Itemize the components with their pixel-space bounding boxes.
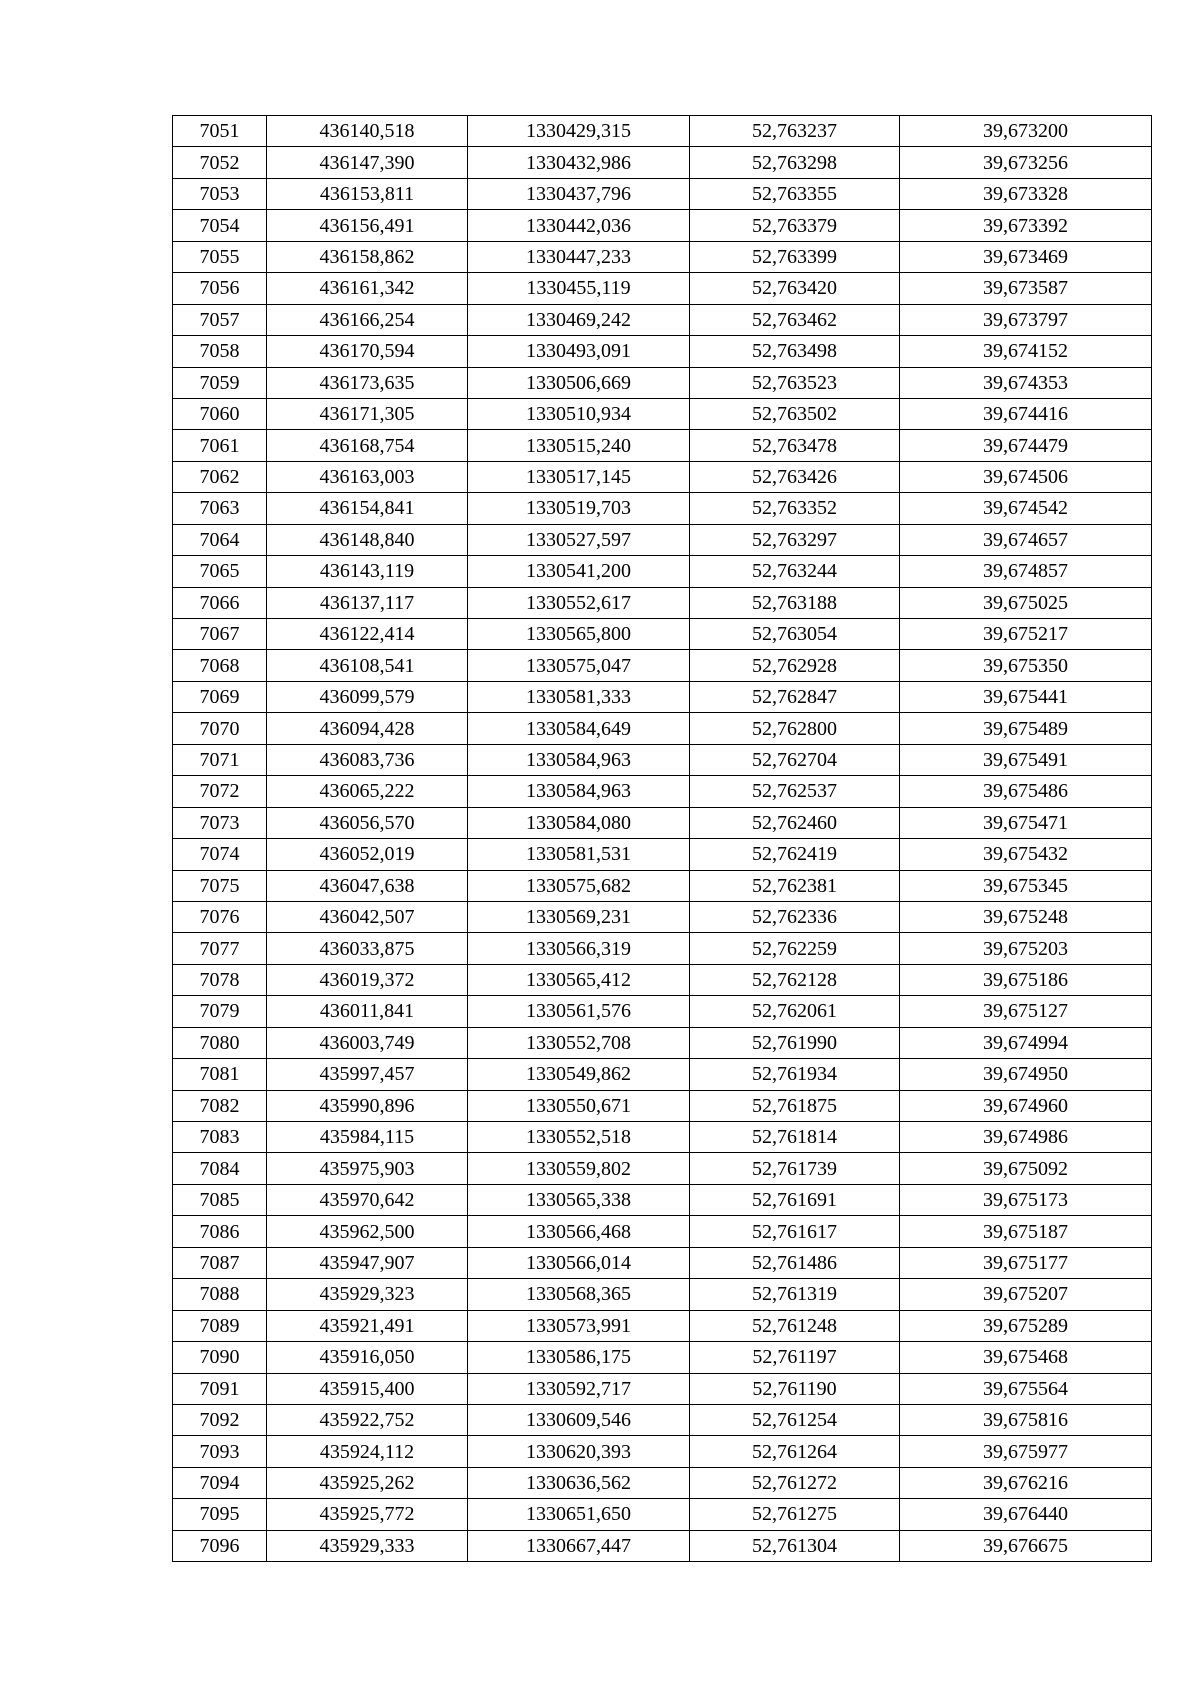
longitude-cell: 39,675432 — [900, 839, 1152, 870]
x-coordinate-cell: 436108,541 — [267, 650, 468, 681]
table-row — [173, 336, 1152, 367]
longitude-cell: 39,675203 — [900, 933, 1152, 964]
x-coordinate-cell: 436083,736 — [267, 744, 468, 775]
latitude-cell: 52,763399 — [690, 241, 900, 272]
y-coordinate-cell: 1330581,531 — [468, 839, 690, 870]
latitude-cell: 52,761272 — [690, 1467, 900, 1498]
longitude-cell: 39,676675 — [900, 1530, 1152, 1561]
x-coordinate-cell: 436042,507 — [267, 901, 468, 932]
longitude-cell: 39,675468 — [900, 1342, 1152, 1373]
table-row — [173, 1184, 1152, 1215]
table-row — [173, 1122, 1152, 1153]
y-coordinate-cell: 1330584,963 — [468, 776, 690, 807]
x-coordinate-cell: 436156,491 — [267, 210, 468, 241]
y-coordinate-cell: 1330584,963 — [468, 744, 690, 775]
longitude-cell: 39,675127 — [900, 996, 1152, 1027]
latitude-cell: 52,761990 — [690, 1027, 900, 1058]
x-coordinate-cell: 436065,222 — [267, 776, 468, 807]
y-coordinate-cell: 1330559,802 — [468, 1153, 690, 1184]
latitude-cell: 52,762128 — [690, 964, 900, 995]
point-number-cell: 7093 — [173, 1436, 267, 1467]
table-row — [173, 744, 1152, 775]
y-coordinate-cell: 1330568,365 — [468, 1279, 690, 1310]
y-coordinate-cell: 1330636,562 — [468, 1467, 690, 1498]
x-coordinate-cell: 435915,400 — [267, 1373, 468, 1404]
latitude-cell: 52,761254 — [690, 1404, 900, 1435]
y-coordinate-cell: 1330469,242 — [468, 304, 690, 335]
longitude-cell: 39,673587 — [900, 273, 1152, 304]
point-number-cell: 7052 — [173, 147, 267, 178]
table-row — [173, 304, 1152, 335]
y-coordinate-cell: 1330432,986 — [468, 147, 690, 178]
point-number-cell: 7071 — [173, 744, 267, 775]
longitude-cell: 39,674353 — [900, 367, 1152, 398]
longitude-cell: 39,675092 — [900, 1153, 1152, 1184]
longitude-cell: 39,675207 — [900, 1279, 1152, 1310]
longitude-cell: 39,674994 — [900, 1027, 1152, 1058]
longitude-cell: 39,674152 — [900, 336, 1152, 367]
table-row — [173, 1279, 1152, 1310]
table-row — [173, 650, 1152, 681]
x-coordinate-cell: 436170,594 — [267, 336, 468, 367]
latitude-cell: 52,761197 — [690, 1342, 900, 1373]
latitude-cell: 52,763298 — [690, 147, 900, 178]
latitude-cell: 52,761264 — [690, 1436, 900, 1467]
x-coordinate-cell: 436047,638 — [267, 870, 468, 901]
latitude-cell: 52,762847 — [690, 681, 900, 712]
x-coordinate-cell: 435921,491 — [267, 1310, 468, 1341]
table-row — [173, 178, 1152, 209]
longitude-cell: 39,673392 — [900, 210, 1152, 241]
point-number-cell: 7051 — [173, 116, 267, 147]
latitude-cell: 52,761739 — [690, 1153, 900, 1184]
point-number-cell: 7056 — [173, 273, 267, 304]
point-number-cell: 7089 — [173, 1310, 267, 1341]
x-coordinate-cell: 435997,457 — [267, 1059, 468, 1090]
y-coordinate-cell: 1330586,175 — [468, 1342, 690, 1373]
point-number-cell: 7064 — [173, 524, 267, 555]
point-number-cell: 7077 — [173, 933, 267, 964]
y-coordinate-cell: 1330549,862 — [468, 1059, 690, 1090]
latitude-cell: 52,762537 — [690, 776, 900, 807]
x-coordinate-cell: 436158,862 — [267, 241, 468, 272]
y-coordinate-cell: 1330651,650 — [468, 1499, 690, 1530]
y-coordinate-cell: 1330429,315 — [468, 116, 690, 147]
latitude-cell: 52,763498 — [690, 336, 900, 367]
table-row — [173, 1467, 1152, 1498]
y-coordinate-cell: 1330519,703 — [468, 493, 690, 524]
x-coordinate-cell: 435947,907 — [267, 1247, 468, 1278]
coordinates-table-body — [173, 116, 1152, 1562]
table-row — [173, 116, 1152, 147]
table-row — [173, 1436, 1152, 1467]
latitude-cell: 52,762928 — [690, 650, 900, 681]
x-coordinate-cell: 436003,749 — [267, 1027, 468, 1058]
point-number-cell: 7079 — [173, 996, 267, 1027]
latitude-cell: 52,762336 — [690, 901, 900, 932]
latitude-cell: 52,761691 — [690, 1184, 900, 1215]
latitude-cell: 52,763523 — [690, 367, 900, 398]
table-row — [173, 1090, 1152, 1121]
point-number-cell: 7085 — [173, 1184, 267, 1215]
table-row — [173, 1153, 1152, 1184]
point-number-cell: 7067 — [173, 619, 267, 650]
y-coordinate-cell: 1330609,546 — [468, 1404, 690, 1435]
longitude-cell: 39,673328 — [900, 178, 1152, 209]
point-number-cell: 7059 — [173, 367, 267, 398]
y-coordinate-cell: 1330552,708 — [468, 1027, 690, 1058]
y-coordinate-cell: 1330517,145 — [468, 461, 690, 492]
point-number-cell: 7065 — [173, 556, 267, 587]
latitude-cell: 52,761875 — [690, 1090, 900, 1121]
y-coordinate-cell: 1330552,518 — [468, 1122, 690, 1153]
latitude-cell: 52,762061 — [690, 996, 900, 1027]
x-coordinate-cell: 436011,841 — [267, 996, 468, 1027]
point-number-cell: 7063 — [173, 493, 267, 524]
table-row — [173, 619, 1152, 650]
y-coordinate-cell: 1330447,233 — [468, 241, 690, 272]
x-coordinate-cell: 435929,333 — [267, 1530, 468, 1561]
x-coordinate-cell: 436154,841 — [267, 493, 468, 524]
table-row — [173, 147, 1152, 178]
point-number-cell: 7096 — [173, 1530, 267, 1561]
longitude-cell: 39,674479 — [900, 430, 1152, 461]
x-coordinate-cell: 436019,372 — [267, 964, 468, 995]
longitude-cell: 39,675491 — [900, 744, 1152, 775]
longitude-cell: 39,674542 — [900, 493, 1152, 524]
latitude-cell: 52,763502 — [690, 398, 900, 429]
longitude-cell: 39,674506 — [900, 461, 1152, 492]
point-number-cell: 7075 — [173, 870, 267, 901]
latitude-cell: 52,761319 — [690, 1279, 900, 1310]
y-coordinate-cell: 1330565,800 — [468, 619, 690, 650]
table-row — [173, 398, 1152, 429]
table-row — [173, 1310, 1152, 1341]
table-row — [173, 367, 1152, 398]
y-coordinate-cell: 1330565,338 — [468, 1184, 690, 1215]
y-coordinate-cell: 1330510,934 — [468, 398, 690, 429]
x-coordinate-cell: 436148,840 — [267, 524, 468, 555]
x-coordinate-cell: 435925,262 — [267, 1467, 468, 1498]
x-coordinate-cell: 436161,342 — [267, 273, 468, 304]
table-row — [173, 870, 1152, 901]
table-row — [173, 1216, 1152, 1247]
latitude-cell: 52,763478 — [690, 430, 900, 461]
table-row — [173, 1373, 1152, 1404]
longitude-cell: 39,673256 — [900, 147, 1152, 178]
point-number-cell: 7094 — [173, 1467, 267, 1498]
point-number-cell: 7058 — [173, 336, 267, 367]
point-number-cell: 7082 — [173, 1090, 267, 1121]
y-coordinate-cell: 1330566,014 — [468, 1247, 690, 1278]
point-number-cell: 7073 — [173, 807, 267, 838]
y-coordinate-cell: 1330566,319 — [468, 933, 690, 964]
longitude-cell: 39,674950 — [900, 1059, 1152, 1090]
latitude-cell: 52,761617 — [690, 1216, 900, 1247]
longitude-cell: 39,675177 — [900, 1247, 1152, 1278]
table-row — [173, 210, 1152, 241]
x-coordinate-cell: 435962,500 — [267, 1216, 468, 1247]
y-coordinate-cell: 1330527,597 — [468, 524, 690, 555]
latitude-cell: 52,761190 — [690, 1373, 900, 1404]
latitude-cell: 52,762704 — [690, 744, 900, 775]
y-coordinate-cell: 1330592,717 — [468, 1373, 690, 1404]
longitude-cell: 39,675441 — [900, 681, 1152, 712]
table-row — [173, 964, 1152, 995]
y-coordinate-cell: 1330575,682 — [468, 870, 690, 901]
table-row — [173, 430, 1152, 461]
latitude-cell: 52,763297 — [690, 524, 900, 555]
y-coordinate-cell: 1330573,991 — [468, 1310, 690, 1341]
table-row — [173, 807, 1152, 838]
x-coordinate-cell: 436052,019 — [267, 839, 468, 870]
latitude-cell: 52,762419 — [690, 839, 900, 870]
table-row — [173, 556, 1152, 587]
x-coordinate-cell: 436122,414 — [267, 619, 468, 650]
x-coordinate-cell: 435916,050 — [267, 1342, 468, 1373]
point-number-cell: 7081 — [173, 1059, 267, 1090]
y-coordinate-cell: 1330584,649 — [468, 713, 690, 744]
x-coordinate-cell: 435929,323 — [267, 1279, 468, 1310]
x-coordinate-cell: 435990,896 — [267, 1090, 468, 1121]
longitude-cell: 39,675489 — [900, 713, 1152, 744]
longitude-cell: 39,673469 — [900, 241, 1152, 272]
longitude-cell: 39,673797 — [900, 304, 1152, 335]
point-number-cell: 7092 — [173, 1404, 267, 1435]
table-row — [173, 493, 1152, 524]
longitude-cell: 39,676440 — [900, 1499, 1152, 1530]
y-coordinate-cell: 1330552,617 — [468, 587, 690, 618]
latitude-cell: 52,761304 — [690, 1530, 900, 1561]
y-coordinate-cell: 1330667,447 — [468, 1530, 690, 1561]
longitude-cell: 39,675350 — [900, 650, 1152, 681]
x-coordinate-cell: 435924,112 — [267, 1436, 468, 1467]
y-coordinate-cell: 1330455,119 — [468, 273, 690, 304]
latitude-cell: 52,761814 — [690, 1122, 900, 1153]
table-row — [173, 933, 1152, 964]
point-number-cell: 7060 — [173, 398, 267, 429]
x-coordinate-cell: 436094,428 — [267, 713, 468, 744]
y-coordinate-cell: 1330541,200 — [468, 556, 690, 587]
point-number-cell: 7057 — [173, 304, 267, 335]
table-row — [173, 1247, 1152, 1278]
point-number-cell: 7054 — [173, 210, 267, 241]
x-coordinate-cell: 436166,254 — [267, 304, 468, 335]
y-coordinate-cell: 1330561,576 — [468, 996, 690, 1027]
y-coordinate-cell: 1330566,468 — [468, 1216, 690, 1247]
x-coordinate-cell: 436140,518 — [267, 116, 468, 147]
table-row — [173, 1530, 1152, 1561]
latitude-cell: 52,763426 — [690, 461, 900, 492]
y-coordinate-cell: 1330437,796 — [468, 178, 690, 209]
longitude-cell: 39,675564 — [900, 1373, 1152, 1404]
latitude-cell: 52,763379 — [690, 210, 900, 241]
x-coordinate-cell: 436147,390 — [267, 147, 468, 178]
x-coordinate-cell: 436153,811 — [267, 178, 468, 209]
y-coordinate-cell: 1330569,231 — [468, 901, 690, 932]
point-number-cell: 7083 — [173, 1122, 267, 1153]
table-row — [173, 839, 1152, 870]
point-number-cell: 7087 — [173, 1247, 267, 1278]
table-row — [173, 901, 1152, 932]
x-coordinate-cell: 436056,570 — [267, 807, 468, 838]
latitude-cell: 52,763188 — [690, 587, 900, 618]
x-coordinate-cell: 435922,752 — [267, 1404, 468, 1435]
longitude-cell: 39,675248 — [900, 901, 1152, 932]
y-coordinate-cell: 1330620,393 — [468, 1436, 690, 1467]
x-coordinate-cell: 436173,635 — [267, 367, 468, 398]
point-number-cell: 7066 — [173, 587, 267, 618]
point-number-cell: 7062 — [173, 461, 267, 492]
table-row — [173, 713, 1152, 744]
point-number-cell: 7078 — [173, 964, 267, 995]
point-number-cell: 7090 — [173, 1342, 267, 1373]
longitude-cell: 39,675977 — [900, 1436, 1152, 1467]
x-coordinate-cell: 435984,115 — [267, 1122, 468, 1153]
latitude-cell: 52,763355 — [690, 178, 900, 209]
table-row — [173, 241, 1152, 272]
point-number-cell: 7086 — [173, 1216, 267, 1247]
latitude-cell: 52,763237 — [690, 116, 900, 147]
y-coordinate-cell: 1330506,669 — [468, 367, 690, 398]
y-coordinate-cell: 1330550,671 — [468, 1090, 690, 1121]
longitude-cell: 39,675173 — [900, 1184, 1152, 1215]
table-row — [173, 1404, 1152, 1435]
y-coordinate-cell: 1330493,091 — [468, 336, 690, 367]
y-coordinate-cell: 1330565,412 — [468, 964, 690, 995]
x-coordinate-cell: 436163,003 — [267, 461, 468, 492]
point-number-cell: 7084 — [173, 1153, 267, 1184]
table-row — [173, 273, 1152, 304]
point-number-cell: 7072 — [173, 776, 267, 807]
latitude-cell: 52,763352 — [690, 493, 900, 524]
table-row — [173, 1059, 1152, 1090]
y-coordinate-cell: 1330584,080 — [468, 807, 690, 838]
x-coordinate-cell: 436171,305 — [267, 398, 468, 429]
x-coordinate-cell: 436033,875 — [267, 933, 468, 964]
point-number-cell: 7074 — [173, 839, 267, 870]
latitude-cell: 52,762800 — [690, 713, 900, 744]
latitude-cell: 52,763462 — [690, 304, 900, 335]
point-number-cell: 7076 — [173, 901, 267, 932]
point-number-cell: 7068 — [173, 650, 267, 681]
latitude-cell: 52,761486 — [690, 1247, 900, 1278]
point-number-cell: 7088 — [173, 1279, 267, 1310]
longitude-cell: 39,675217 — [900, 619, 1152, 650]
latitude-cell: 52,761248 — [690, 1310, 900, 1341]
latitude-cell: 52,762381 — [690, 870, 900, 901]
latitude-cell: 52,762460 — [690, 807, 900, 838]
longitude-cell: 39,676216 — [900, 1467, 1152, 1498]
longitude-cell: 39,675471 — [900, 807, 1152, 838]
latitude-cell: 52,763054 — [690, 619, 900, 650]
longitude-cell: 39,674960 — [900, 1090, 1152, 1121]
longitude-cell: 39,675486 — [900, 776, 1152, 807]
point-number-cell: 7061 — [173, 430, 267, 461]
latitude-cell: 52,761275 — [690, 1499, 900, 1530]
table-row — [173, 587, 1152, 618]
table-row — [173, 681, 1152, 712]
y-coordinate-cell: 1330581,333 — [468, 681, 690, 712]
table-row — [173, 996, 1152, 1027]
longitude-cell: 39,674657 — [900, 524, 1152, 555]
point-number-cell: 7053 — [173, 178, 267, 209]
y-coordinate-cell: 1330575,047 — [468, 650, 690, 681]
longitude-cell: 39,675289 — [900, 1310, 1152, 1341]
longitude-cell: 39,675816 — [900, 1404, 1152, 1435]
longitude-cell: 39,673200 — [900, 116, 1152, 147]
point-number-cell: 7055 — [173, 241, 267, 272]
point-number-cell: 7095 — [173, 1499, 267, 1530]
latitude-cell: 52,762259 — [690, 933, 900, 964]
table-row — [173, 1342, 1152, 1373]
x-coordinate-cell: 435925,772 — [267, 1499, 468, 1530]
x-coordinate-cell: 436099,579 — [267, 681, 468, 712]
table-row — [173, 1499, 1152, 1530]
x-coordinate-cell: 435970,642 — [267, 1184, 468, 1215]
x-coordinate-cell: 435975,903 — [267, 1153, 468, 1184]
point-number-cell: 7069 — [173, 681, 267, 712]
latitude-cell: 52,763244 — [690, 556, 900, 587]
table-row — [173, 461, 1152, 492]
x-coordinate-cell: 436137,117 — [267, 587, 468, 618]
latitude-cell: 52,761934 — [690, 1059, 900, 1090]
longitude-cell: 39,674986 — [900, 1122, 1152, 1153]
table-row — [173, 776, 1152, 807]
point-number-cell: 7070 — [173, 713, 267, 744]
table-row — [173, 1027, 1152, 1058]
longitude-cell: 39,675186 — [900, 964, 1152, 995]
y-coordinate-cell: 1330442,036 — [468, 210, 690, 241]
point-number-cell: 7091 — [173, 1373, 267, 1404]
longitude-cell: 39,675187 — [900, 1216, 1152, 1247]
longitude-cell: 39,674857 — [900, 556, 1152, 587]
x-coordinate-cell: 436143,119 — [267, 556, 468, 587]
y-coordinate-cell: 1330515,240 — [468, 430, 690, 461]
longitude-cell: 39,674416 — [900, 398, 1152, 429]
longitude-cell: 39,675345 — [900, 870, 1152, 901]
x-coordinate-cell: 436168,754 — [267, 430, 468, 461]
latitude-cell: 52,763420 — [690, 273, 900, 304]
longitude-cell: 39,675025 — [900, 587, 1152, 618]
table-row — [173, 524, 1152, 555]
point-number-cell: 7080 — [173, 1027, 267, 1058]
coordinates-table — [172, 115, 1152, 1562]
